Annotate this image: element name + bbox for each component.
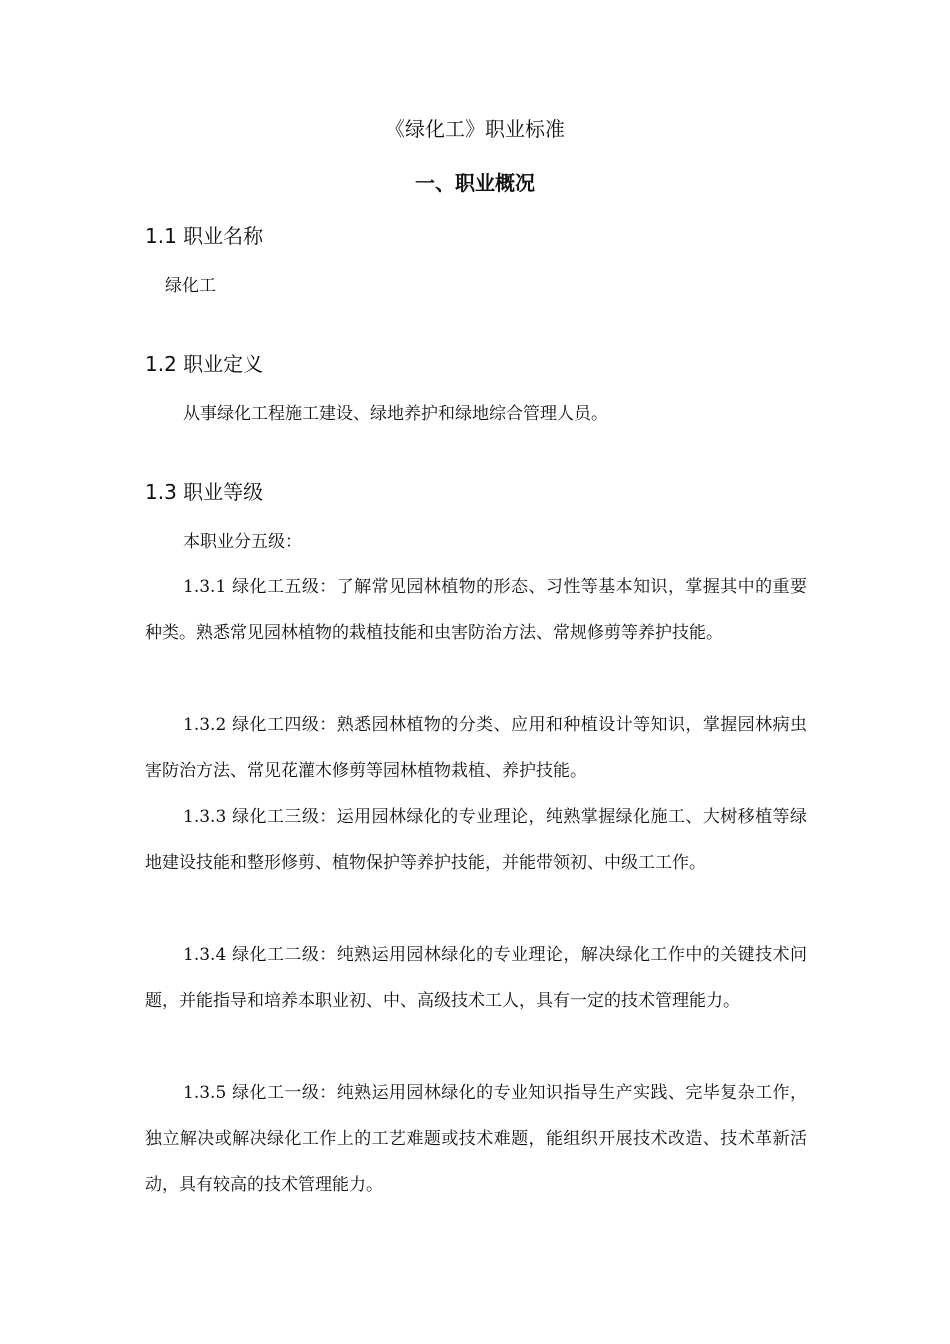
level-paragraph-1-3-2: 1.3.2 绿化工四级：熟悉园林植物的分类、应用和种植设计等知识，掌握园林病虫害防治方法、常见花灌木修剪等园林植物栽植、养护技能。: [145, 715, 807, 781]
level-paragraph-1-3-1: 1.3.1 绿化工五级：了解常见园林植物的形态、习性等基本知识，掌握其中的重要种类。熟悉常见园林植物的栽植技能和虫害防治方法、常规修剪等养护技能。: [145, 577, 807, 643]
subsection-heading-1-2: 1.2 职业定义: [145, 352, 264, 376]
level-paragraph-1-3-4: 1.3.4 绿化工二级：纯熟运用园林绿化的专业理论，解决绿化工作中的关键技术问题，并能指导和培养本职业初、中、高级技术工人，具有一定的技术管理能力。: [145, 945, 807, 1011]
level-paragraph-1-3-5: 1.3.5 绿化工一级：纯熟运用园林绿化的专业知识指导生产实践、完毕复杂工作，独立解决或解决绿化工作上的工艺难题或技术难题，能组织开展技术改造、技术革新活动，具有较高的技术管理能力。: [145, 1083, 807, 1195]
occupation-definition-text: 从事绿化工程施工建设、绿地养护和绿地综合管理人员。: [183, 404, 608, 424]
level-paragraph-1-3-3: 1.3.3 绿化工三级：运用园林绿化的专业理论，纯熟掌握绿化施工、大树移植等绿地建设技能和整形修剪、植物保护等养护技能，并能带领初、中级工工作。: [145, 807, 807, 873]
subsection-heading-1-3: 1.3 职业等级: [145, 480, 264, 504]
occupation-name-text: 绿化工: [165, 276, 216, 296]
section-title: 一、职业概况: [415, 171, 535, 195]
levels-intro-text: 本职业分五级：: [183, 532, 302, 552]
subsection-heading-1-1: 1.1 职业名称: [145, 224, 264, 248]
document-title: 《绿化工》职业标准: [385, 117, 565, 141]
